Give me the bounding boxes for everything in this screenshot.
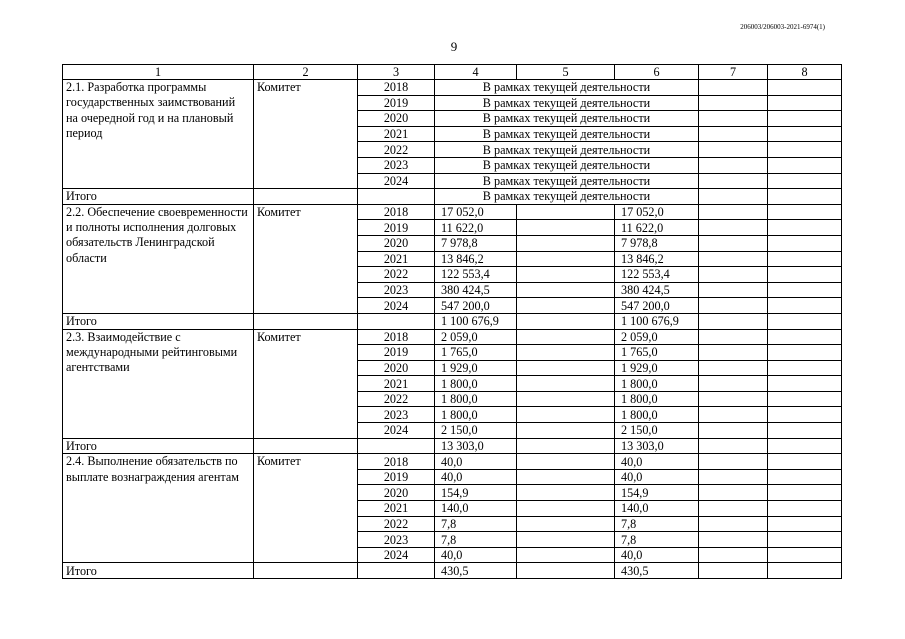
- column-7-value: [699, 469, 768, 485]
- column-5-value: [517, 235, 615, 251]
- total-column-5-value: [517, 438, 615, 454]
- table-row: [63, 454, 842, 470]
- column-8-value: [768, 376, 842, 392]
- column-8-value: [768, 267, 842, 283]
- column-7-value: [699, 235, 768, 251]
- column-6-value: 7,8: [615, 516, 699, 532]
- column-8-value: [768, 485, 842, 501]
- column-4-value: 1 765,0: [435, 345, 517, 361]
- column-5-value: [517, 282, 615, 298]
- current-activity-cell: В рамках текущей деятельности: [435, 111, 699, 127]
- table-row: [63, 80, 842, 96]
- column-7-value: [699, 391, 768, 407]
- column-4-value: 154,9: [435, 485, 517, 501]
- year-cell: 2019: [358, 469, 435, 485]
- column-8-value: [768, 391, 842, 407]
- total-column-4-value: 13 303,0: [435, 438, 517, 454]
- year-cell: 2023: [358, 407, 435, 423]
- total-column-8-value: [768, 189, 842, 205]
- current-activity-cell: В рамках текущей деятельности: [435, 80, 699, 96]
- column-6-value: 1 929,0: [615, 360, 699, 376]
- column-8-value: [768, 547, 842, 563]
- year-cell: 2024: [358, 423, 435, 439]
- section-owner: Комитет: [254, 80, 358, 189]
- column-7-value: [699, 298, 768, 314]
- year-cell: 2018: [358, 329, 435, 345]
- total-row: [63, 438, 842, 454]
- column-8-value: [768, 360, 842, 376]
- column-7-value: [699, 80, 768, 96]
- total-column-4-value: 430,5: [435, 563, 517, 579]
- column-8-value: [768, 298, 842, 314]
- year-cell: 2020: [358, 235, 435, 251]
- column-8-value: [768, 407, 842, 423]
- column-6-value: 40,0: [615, 454, 699, 470]
- column-5-value: [517, 469, 615, 485]
- column-5-value: [517, 423, 615, 439]
- column-4-value: 2 059,0: [435, 329, 517, 345]
- column-7-value: [699, 485, 768, 501]
- column-8-value: [768, 126, 842, 142]
- column-8-value: [768, 345, 842, 361]
- column-5-value: [517, 391, 615, 407]
- total-year: [358, 313, 435, 329]
- current-activity-cell: В рамках текущей деятельности: [435, 126, 699, 142]
- year-cell: 2020: [358, 111, 435, 127]
- year-cell: 2024: [358, 298, 435, 314]
- column-6-value: 7 978,8: [615, 235, 699, 251]
- year-cell: 2024: [358, 547, 435, 563]
- column-5-value: [517, 485, 615, 501]
- total-column-7-value: [699, 563, 768, 579]
- column-7-value: [699, 282, 768, 298]
- column-4-value: 547 200,0: [435, 298, 517, 314]
- year-cell: 2021: [358, 251, 435, 267]
- year-cell: 2019: [358, 345, 435, 361]
- column-7-value: [699, 407, 768, 423]
- year-cell: 2024: [358, 173, 435, 189]
- column-4-value: 40,0: [435, 454, 517, 470]
- column-6-value: 13 846,2: [615, 251, 699, 267]
- column-7-value: [699, 360, 768, 376]
- column-6-value: 154,9: [615, 485, 699, 501]
- section-owner: Комитет: [254, 329, 358, 438]
- year-cell: 2018: [358, 454, 435, 470]
- column-7-value: [699, 204, 768, 220]
- column-5-value: [517, 251, 615, 267]
- column-8-value: [768, 532, 842, 548]
- column-6-value: 1 765,0: [615, 345, 699, 361]
- column-7-value: [699, 547, 768, 563]
- column-7-value: [699, 126, 768, 142]
- column-5-value: [517, 267, 615, 283]
- table-row: [63, 329, 842, 345]
- column-8-value: [768, 251, 842, 267]
- year-cell: 2020: [358, 360, 435, 376]
- column-5-value: [517, 407, 615, 423]
- column-6-value: 1 800,0: [615, 407, 699, 423]
- table-row: [63, 204, 842, 220]
- column-5-value: [517, 345, 615, 361]
- column-8-value: [768, 282, 842, 298]
- column-4-value: 122 553,4: [435, 267, 517, 283]
- column-5-value: [517, 532, 615, 548]
- column-4-value: 13 846,2: [435, 251, 517, 267]
- column-8-value: [768, 469, 842, 485]
- column-6-value: 40,0: [615, 469, 699, 485]
- section-name: 2.2. Обеспечение своевременности и полноты исполнения долговых обязательств Ленинградской области: [63, 204, 254, 313]
- total-label: Итого: [63, 438, 254, 454]
- year-cell: 2023: [358, 282, 435, 298]
- year-cell: 2022: [358, 142, 435, 158]
- column-7-value: [699, 516, 768, 532]
- column-4-value: 140,0: [435, 501, 517, 517]
- column-header: 2: [254, 65, 358, 80]
- column-8-value: [768, 142, 842, 158]
- page-number: 9: [450, 39, 458, 54]
- current-activity-cell: В рамках текущей деятельности: [435, 157, 699, 173]
- column-4-value: 17 052,0: [435, 204, 517, 220]
- column-8-value: [768, 204, 842, 220]
- column-4-value: 380 424,5: [435, 282, 517, 298]
- year-cell: 2022: [358, 391, 435, 407]
- column-4-value: 11 622,0: [435, 220, 517, 236]
- total-owner: [254, 438, 358, 454]
- column-5-value: [517, 547, 615, 563]
- column-header: 5: [517, 65, 615, 80]
- column-4-value: 7,8: [435, 532, 517, 548]
- column-4-value: 2 150,0: [435, 423, 517, 439]
- column-5-value: [517, 360, 615, 376]
- total-owner: [254, 563, 358, 579]
- column-6-value: 40,0: [615, 547, 699, 563]
- column-5-value: [517, 329, 615, 345]
- column-8-value: [768, 95, 842, 111]
- total-column-6-value: 430,5: [615, 563, 699, 579]
- current-activity-cell: В рамках текущей деятельности: [435, 173, 699, 189]
- column-5-value: [517, 376, 615, 392]
- column-8-value: [768, 220, 842, 236]
- column-8-value: [768, 501, 842, 517]
- year-cell: 2018: [358, 80, 435, 96]
- total-column-8-value: [768, 313, 842, 329]
- column-header: 3: [358, 65, 435, 80]
- column-7-value: [699, 345, 768, 361]
- total-column-7-value: [699, 438, 768, 454]
- section-name: 2.1. Разработка программы государственных заимствований на очередной год и на плановый период: [63, 80, 254, 189]
- column-6-value: 380 424,5: [615, 282, 699, 298]
- column-7-value: [699, 220, 768, 236]
- year-cell: 2021: [358, 126, 435, 142]
- column-7-value: [699, 157, 768, 173]
- total-column-7-value: [699, 313, 768, 329]
- year-cell: 2022: [358, 516, 435, 532]
- column-header: 8: [768, 65, 842, 80]
- column-7-value: [699, 532, 768, 548]
- section-owner: Комитет: [254, 454, 358, 563]
- total-label: Итого: [63, 189, 254, 205]
- current-activity-cell: В рамках текущей деятельности: [435, 95, 699, 111]
- total-column-6-value: 1 100 676,9: [615, 313, 699, 329]
- column-header: 7: [699, 65, 768, 80]
- column-4-value: 7,8: [435, 516, 517, 532]
- year-cell: 2019: [358, 95, 435, 111]
- total-row: [63, 189, 842, 205]
- column-8-value: [768, 423, 842, 439]
- column-6-value: 1 800,0: [615, 391, 699, 407]
- column-6-value: 17 052,0: [615, 204, 699, 220]
- year-cell: 2023: [358, 532, 435, 548]
- column-header: 6: [615, 65, 699, 80]
- header-row: [63, 65, 842, 80]
- column-6-value: 1 800,0: [615, 376, 699, 392]
- column-header: 1: [63, 65, 254, 80]
- column-6-value: 122 553,4: [615, 267, 699, 283]
- column-5-value: [517, 516, 615, 532]
- year-cell: 2022: [358, 267, 435, 283]
- total-owner: [254, 189, 358, 205]
- year-cell: 2023: [358, 157, 435, 173]
- column-5-value: [517, 298, 615, 314]
- column-7-value: [699, 423, 768, 439]
- column-4-value: 1 929,0: [435, 360, 517, 376]
- column-7-value: [699, 501, 768, 517]
- total-row: [63, 563, 842, 579]
- column-8-value: [768, 80, 842, 96]
- column-8-value: [768, 157, 842, 173]
- column-6-value: 2 150,0: [615, 423, 699, 439]
- year-cell: 2019: [358, 220, 435, 236]
- year-cell: 2020: [358, 485, 435, 501]
- column-7-value: [699, 267, 768, 283]
- column-7-value: [699, 95, 768, 111]
- column-7-value: [699, 329, 768, 345]
- column-4-value: 1 800,0: [435, 391, 517, 407]
- column-6-value: 140,0: [615, 501, 699, 517]
- total-column-4-value: 1 100 676,9: [435, 313, 517, 329]
- column-8-value: [768, 173, 842, 189]
- column-7-value: [699, 173, 768, 189]
- total-owner: [254, 313, 358, 329]
- total-column-8-value: [768, 563, 842, 579]
- column-7-value: [699, 251, 768, 267]
- column-7-value: [699, 376, 768, 392]
- column-5-value: [517, 501, 615, 517]
- column-5-value: [517, 454, 615, 470]
- section-name: 2.4. Выполнение обязательств по выплате вознаграждения агентам: [63, 454, 254, 563]
- section-name: 2.3. Взаимодействие с международными рейтинговыми агентствами: [63, 329, 254, 438]
- total-year: [358, 563, 435, 579]
- column-6-value: 547 200,0: [615, 298, 699, 314]
- total-column-5-value: [517, 313, 615, 329]
- column-8-value: [768, 516, 842, 532]
- total-row: [63, 313, 842, 329]
- column-4-value: 1 800,0: [435, 407, 517, 423]
- column-6-value: 2 059,0: [615, 329, 699, 345]
- column-header: 4: [435, 65, 517, 80]
- column-8-value: [768, 235, 842, 251]
- total-label: Итого: [63, 563, 254, 579]
- column-5-value: [517, 220, 615, 236]
- column-7-value: [699, 142, 768, 158]
- column-7-value: [699, 111, 768, 127]
- column-4-value: 7 978,8: [435, 235, 517, 251]
- total-column-6-value: 13 303,0: [615, 438, 699, 454]
- year-cell: 2018: [358, 204, 435, 220]
- year-cell: 2021: [358, 501, 435, 517]
- document-id: 206003/206003-2021-6974(1): [740, 23, 825, 31]
- column-4-value: 40,0: [435, 469, 517, 485]
- column-8-value: [768, 111, 842, 127]
- total-year: [358, 438, 435, 454]
- column-6-value: 11 622,0: [615, 220, 699, 236]
- year-cell: 2021: [358, 376, 435, 392]
- total-column-7-value: [699, 189, 768, 205]
- current-activity-cell: В рамках текущей деятельности: [435, 189, 699, 205]
- column-4-value: 1 800,0: [435, 376, 517, 392]
- column-7-value: [699, 454, 768, 470]
- current-activity-cell: В рамках текущей деятельности: [435, 142, 699, 158]
- section-owner: Комитет: [254, 204, 358, 313]
- column-8-value: [768, 454, 842, 470]
- total-label: Итого: [63, 313, 254, 329]
- column-8-value: [768, 329, 842, 345]
- total-column-5-value: [517, 563, 615, 579]
- column-5-value: [517, 204, 615, 220]
- budget-table: [62, 64, 842, 579]
- column-6-value: 7,8: [615, 532, 699, 548]
- column-4-value: 40,0: [435, 547, 517, 563]
- total-column-8-value: [768, 438, 842, 454]
- total-year: [358, 189, 435, 205]
